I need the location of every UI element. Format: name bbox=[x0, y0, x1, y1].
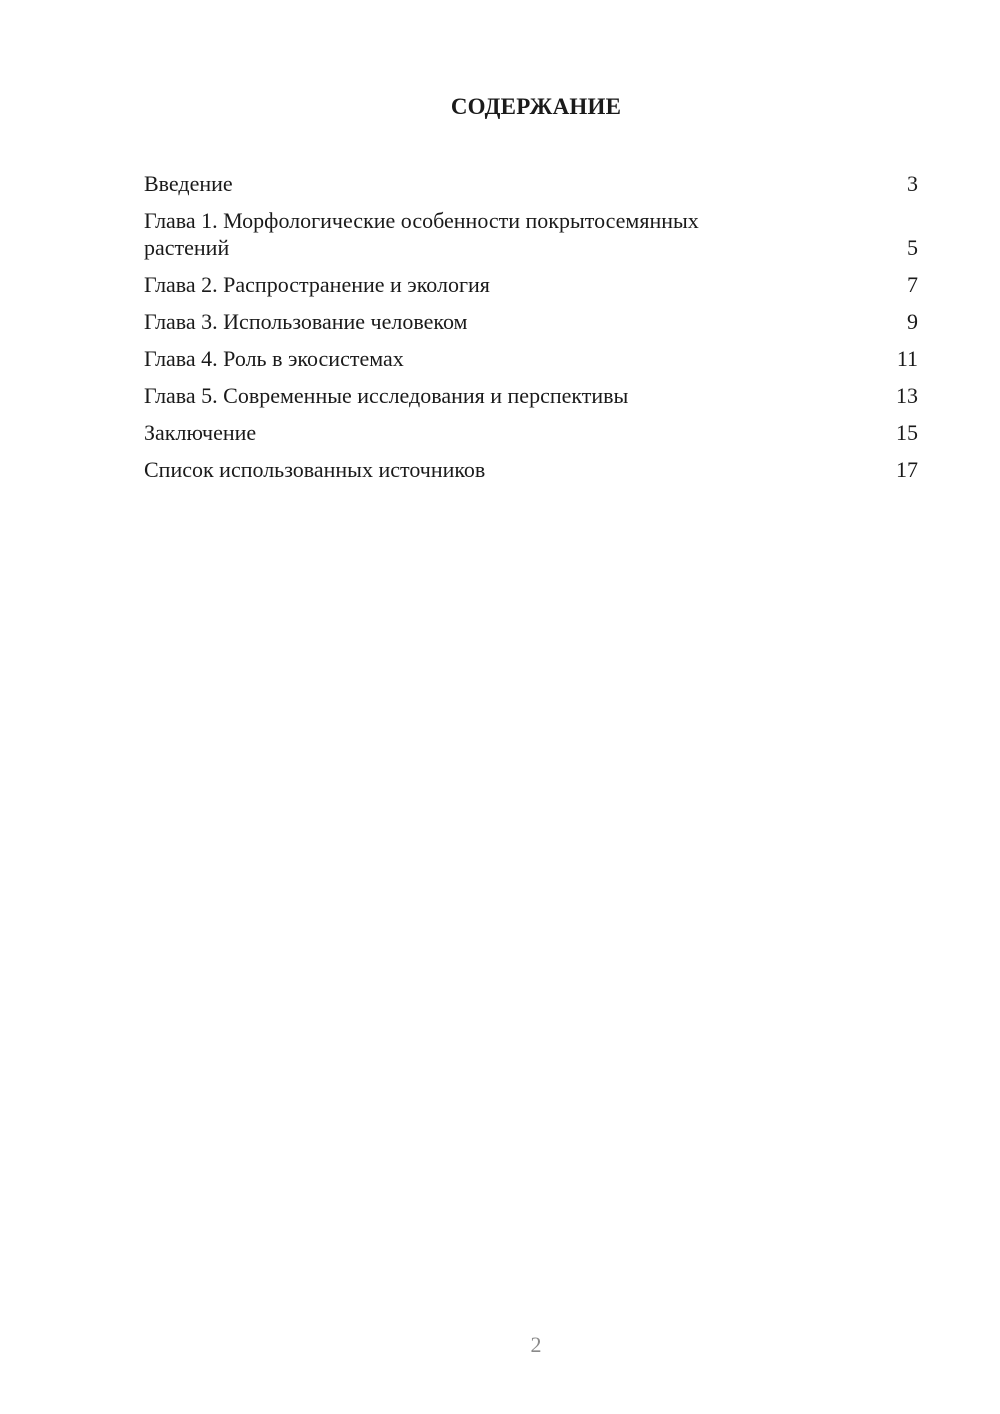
toc-entry-page: 5 bbox=[907, 235, 918, 260]
toc-entry-page: 15 bbox=[896, 420, 918, 445]
toc-entry-text: Глава 5. Современные исследования и перспективы bbox=[144, 383, 629, 408]
table-of-contents bbox=[144, 170, 918, 483]
toc-entry-page: 7 bbox=[907, 272, 918, 297]
toc-entry-introduction[interactable] bbox=[144, 170, 918, 197]
toc-entry-text: Заключение bbox=[144, 420, 257, 445]
toc-entry-text: Глава 3. Использование человеком bbox=[144, 309, 468, 334]
toc-entry-chapter-2[interactable] bbox=[144, 271, 918, 298]
toc-entry-page: 17 bbox=[896, 457, 918, 482]
toc-entry-text: Введение bbox=[144, 171, 233, 196]
toc-entry-references[interactable] bbox=[144, 456, 918, 483]
toc-entry-text: Глава 4. Роль в экосистемах bbox=[144, 346, 404, 371]
page-title: СОДЕРЖАНИЕ bbox=[450, 94, 622, 119]
toc-entry-page: 9 bbox=[907, 309, 918, 334]
toc-entry-text: Список использованных источников bbox=[144, 457, 486, 482]
toc-entry-chapter-1[interactable] bbox=[144, 207, 918, 261]
page-number: 2 bbox=[530, 1332, 542, 1357]
toc-entry-chapter-5[interactable] bbox=[144, 382, 918, 409]
toc-entry-page: 11 bbox=[896, 346, 918, 371]
toc-entry-page: 3 bbox=[907, 171, 918, 196]
toc-entry-page: 13 bbox=[896, 383, 918, 408]
toc-entry-text: Глава 2. Распространение и экология bbox=[144, 272, 490, 297]
toc-entry-text: Глава 1. Морфологические особенности покрытосемянных растений bbox=[144, 208, 699, 260]
toc-entry-chapter-3[interactable] bbox=[144, 308, 918, 335]
toc-entry-conclusion[interactable] bbox=[144, 419, 918, 446]
toc-entry-chapter-4[interactable] bbox=[144, 345, 918, 372]
